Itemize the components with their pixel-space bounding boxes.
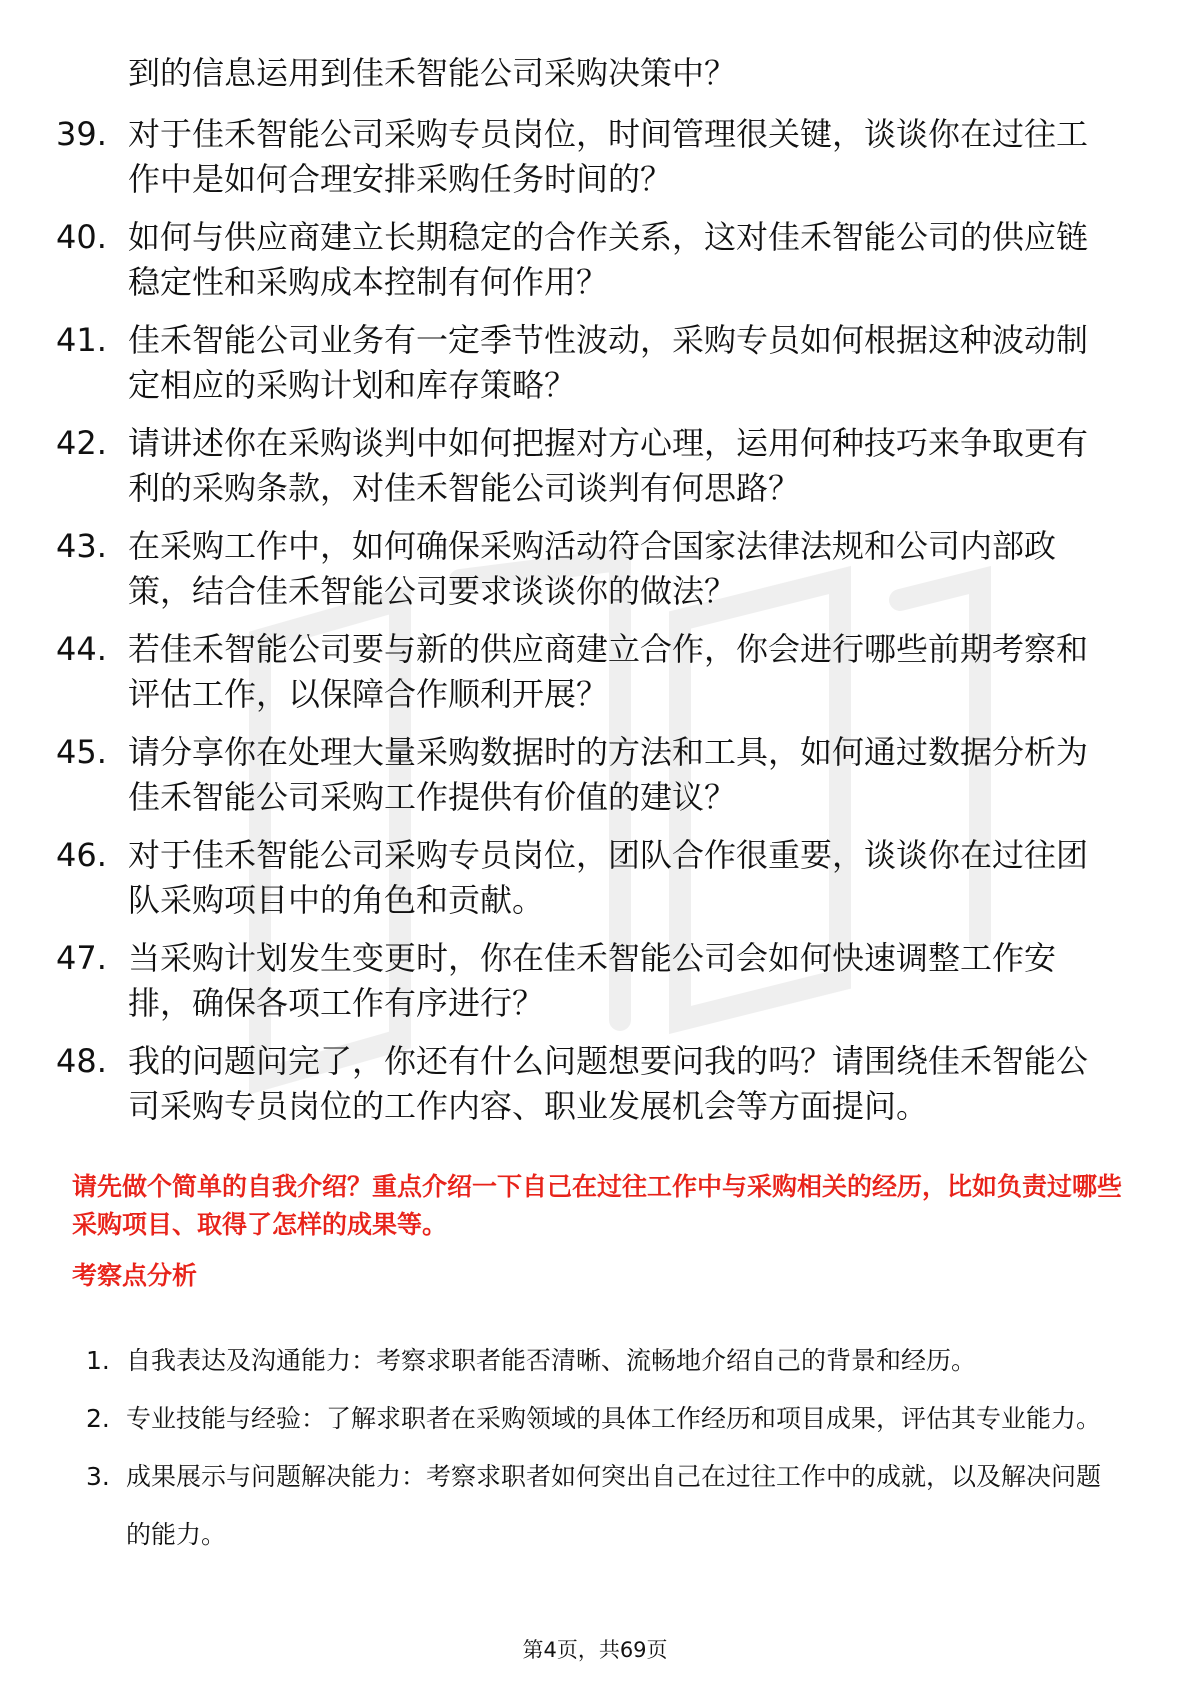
highlight-question: 请先做个简单的自我介绍？重点介绍一下自己在过往工作中与采购相关的经历，比如负责过哪些采购项目、取得了怎样的成果等。: [72, 1172, 1123, 1239]
analysis-number: 2.: [86, 1404, 110, 1433]
question-text: 我的问题问完了，你还有什么问题想要问我的吗？请围绕佳禾智能公司采购专员岗位的工作内容、职业发展机会等方面提问。: [128, 1042, 1089, 1125]
question-list: [0, 112, 1190, 1142]
analysis-text: 自我表达及沟通能力：考察求职者能否清晰、流畅地介绍自己的背景和经历。: [126, 1346, 977, 1375]
question-number: 39.: [56, 115, 107, 153]
question-text: 请讲述你在采购谈判中如何把握对方心理，运用何种技巧来争取更有利的采购条款，对佳禾智能公司谈判有何思路？: [128, 424, 1089, 507]
question-number: 43.: [56, 527, 107, 565]
question-number: 47.: [56, 939, 107, 977]
question-item: [0, 627, 1108, 717]
question-item: [0, 215, 1108, 305]
question-number: 48.: [56, 1042, 107, 1080]
question-number: 41.: [56, 321, 107, 359]
analysis-number: 1.: [86, 1346, 110, 1375]
question-number: 46.: [56, 836, 107, 874]
question-text: 若佳禾智能公司要与新的供应商建立合作，你会进行哪些前期考察和评估工作，以保障合作顺利开展？: [128, 630, 1089, 713]
question-item: [0, 421, 1108, 511]
question-item: [0, 112, 1108, 202]
page-footer: 第4页，共69页: [522, 1638, 668, 1662]
analysis-item: [0, 1332, 1106, 1390]
question-text: 对于佳禾智能公司采购专员岗位，团队合作很重要，谈谈你在过往团队采购项目中的角色和贡献。: [128, 836, 1089, 919]
question-text: 对于佳禾智能公司采购专员岗位，时间管理很关键，谈谈你在过往工作中是如何合理安排采购任务时间的？: [128, 115, 1089, 198]
question-text: 请分享你在处理大量采购数据时的方法和工具，如何通过数据分析为佳禾智能公司采购工作提供有价值的建议？: [128, 733, 1089, 816]
question-number: 45.: [56, 733, 107, 771]
question-continuation: 到的信息运用到佳禾智能公司采购决策中？: [128, 54, 737, 92]
analysis-number: 3.: [86, 1462, 110, 1491]
question-item: [0, 936, 1108, 1026]
question-number: 42.: [56, 424, 107, 462]
analysis-heading: 考察点分析: [72, 1261, 198, 1290]
question-item: [0, 318, 1108, 408]
analysis-text: 专业技能与经验：了解求职者在采购领域的具体工作经历和项目成果，评估其专业能力。: [126, 1404, 1102, 1433]
question-item: [0, 524, 1108, 614]
question-text: 佳禾智能公司业务有一定季节性波动，采购专员如何根据这种波动制定相应的采购计划和库存策略？: [128, 321, 1089, 404]
question-number: 40.: [56, 218, 107, 256]
question-item: [0, 730, 1108, 820]
question-text: 在采购工作中，如何确保采购活动符合国家法律法规和公司内部政策，结合佳禾智能公司要求谈谈你的做法？: [128, 527, 1057, 610]
analysis-list: [0, 1332, 1190, 1564]
question-text: 如何与供应商建立长期稳定的合作关系，这对佳禾智能公司的供应链稳定性和采购成本控制有何作用？: [128, 218, 1089, 301]
question-text: 当采购计划发生变更时，你在佳禾智能公司会如何快速调整工作安排，确保各项工作有序进行？: [128, 939, 1057, 1022]
analysis-text: 成果展示与问题解决能力：考察求职者如何突出自己在过往工作中的成就，以及解决问题的能力。: [126, 1462, 1102, 1549]
question-item: [0, 1039, 1108, 1129]
analysis-item: [0, 1390, 1106, 1448]
analysis-item: [0, 1448, 1106, 1564]
question-number: 44.: [56, 630, 107, 668]
question-item: [0, 833, 1108, 923]
